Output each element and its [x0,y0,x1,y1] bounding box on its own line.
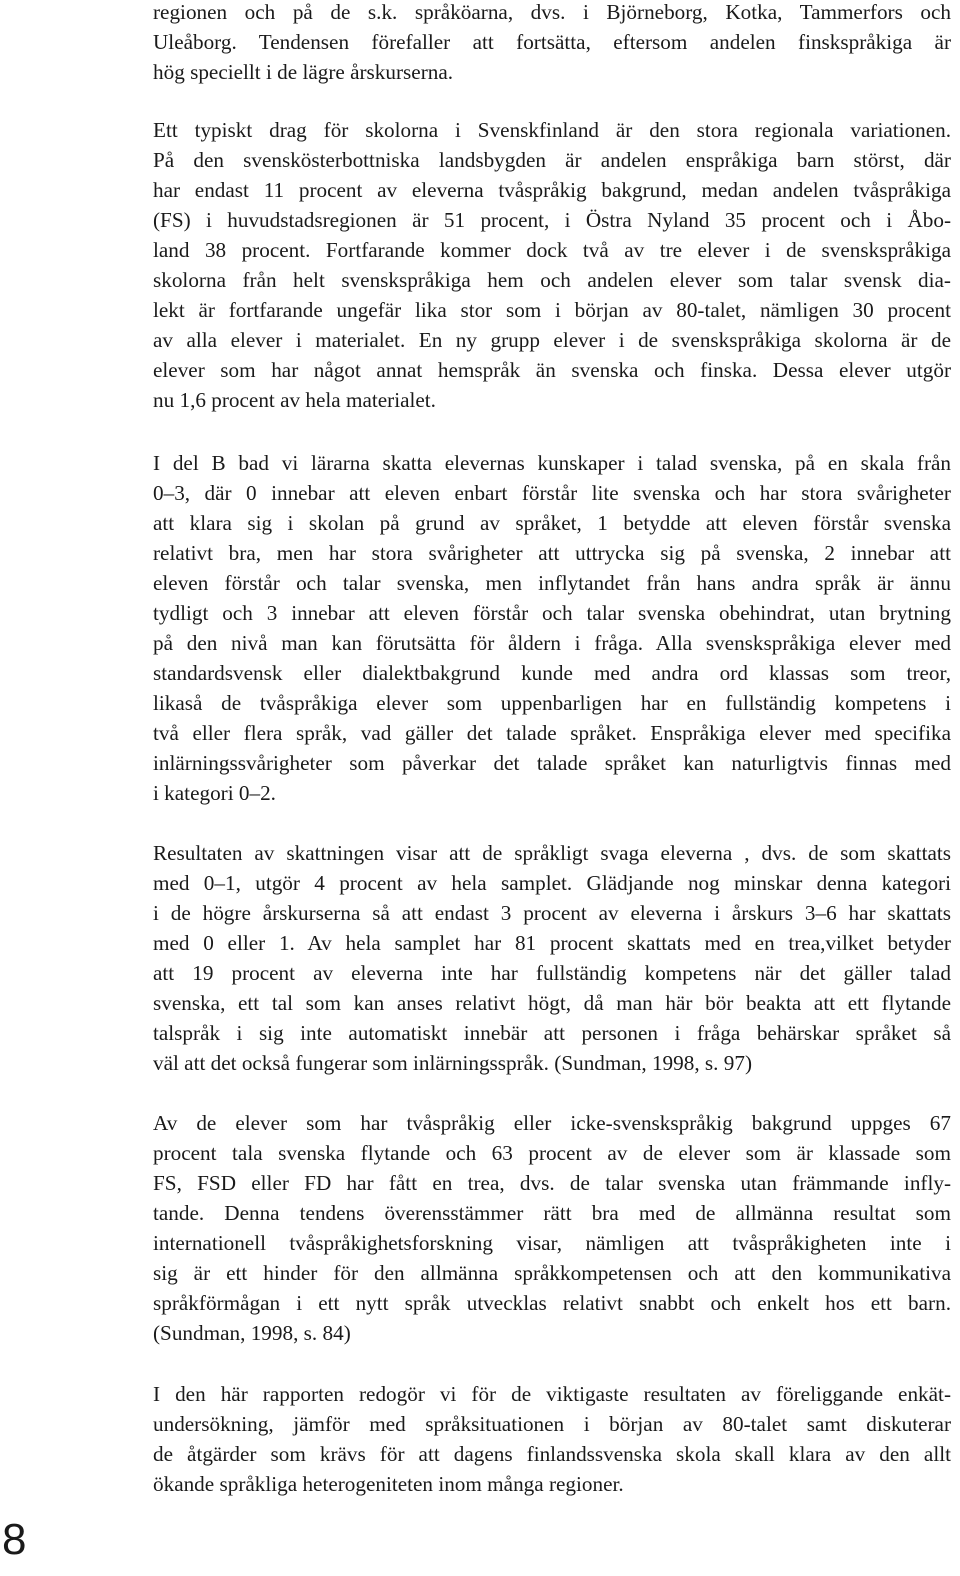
paragraph-line: I del B bad vi lärarna skatta elevernas kunskaper i talad svenska, på en skala från [153,451,951,475]
paragraph-line: inlärningssvårigheter som påverkar det talade språket kan naturligtvis finnas med [153,751,951,775]
paragraph-line: talspråk i sig inte automatiskt innebär att personen i fråga behärskar språket så [153,1021,951,1045]
paragraph-line: standardsvensk eller dialektbakgrund kunde med andra ord klassas som treor, [153,661,951,685]
paragraph-line: internationell tvåspråkighetsforskning visar, nämligen att tvåspråkigheten inte i [153,1231,951,1255]
paragraph-line: (FS) i huvudstadsregionen är 51 procent, i Östra Nyland 35 procent och i Åbo- [153,208,951,232]
paragraph-line: elever som har något annat hemspråk än svenska och finska. Dessa elever utgör [153,358,951,382]
paragraph-line: Ett typiskt drag för skolorna i Svenskfinland är den stora regionala variationen. [153,118,951,142]
paragraph-line: på den nivå man kan förutsätta för åldern i fråga. Alla svenskspråkiga elever med [153,631,951,655]
paragraph-line: de åtgärder som krävs för att dagens finlandssvenska skola skall klara av den allt [153,1442,951,1466]
paragraph-line: På den svenskösterbottniska landsbygden är andelen enspråkiga barn störst, där [153,148,951,172]
paragraph-line: i kategori 0–2. [153,781,276,805]
paragraph-line: har endast 11 procent av eleverna tvåspråkig bakgrund, medan andelen tvåspråkiga [153,178,951,202]
paragraph-line: relativt bra, men har stora svårigheter att uttrycka sig på svenska, 2 innebar att [153,541,951,565]
paragraph-2 [153,115,951,415]
page-number: 8 [2,1515,27,1564]
paragraph-3 [153,448,951,808]
paragraph-line: lekt är fortfarande ungefär lika stor som i början av 80-talet, nämligen 30 procent [153,298,951,322]
paragraph-line: undersökning, jämför med språksituationen i början av 80-talet samt diskuterar [153,1412,951,1436]
paragraph-line: FS, FSD eller FD har fått en trea, dvs. de talar svenska utan främmande infly- [153,1171,951,1195]
paragraph-line: Av de elever som har tvåspråkig eller icke-svenskspråkig bakgrund uppges 67 [153,1111,951,1135]
paragraph-line: språkförmågan i ett nytt språk utvecklas relativt snabbt och enkelt hos ett barn. [153,1291,951,1315]
paragraph-line: tydligt och 3 innebar att eleven förstår och talar svenska obehindrat, utan brytning [153,601,951,625]
paragraph-line: i de högre årskurserna så att endast 3 procent av eleverna i årskurs 3–6 har skattats [153,901,951,925]
paragraph-line: ökande språkliga heterogeniteten inom många regioner. [153,1472,624,1496]
paragraph-line: skolorna från helt svenskspråkiga hem och andelen elever som talar svensk dia- [153,268,951,292]
paragraph-line: procent tala svenska flytande och 63 procent av de elever som är klassade som [153,1141,951,1165]
paragraph-line: med 0 eller 1. Av hela samplet har 81 procent skattats med en trea,vilket betyder [153,931,951,955]
paragraph-line: nu 1,6 procent av hela materialet. [153,388,436,412]
paragraph-4 [153,838,951,1078]
paragraph-line: två eller flera språk, vad gäller det talade språket. Enspråkiga elever med specifika [153,721,951,745]
paragraph-5 [153,1108,951,1348]
paragraph-line: likaså de tvåspråkiga elever som uppenbarligen har en fullständig kompetens i [153,691,951,715]
paragraph-line: eleven förstår och talar svenska, men inflytandet från hans andra språk är ännu [153,571,951,595]
paragraph-line: (Sundman, 1998, s. 84) [153,1321,351,1345]
paragraph-line: tande. Denna tendens överensstämmer rätt bra med de allmänna resultat som [153,1201,951,1225]
paragraph-line: Resultaten av skattningen visar att de språkligt svaga eleverna , dvs. de som skattats [153,841,951,865]
paragraph-line: I den här rapporten redogör vi för de viktigaste resultaten av föreliggande enkät- [153,1382,951,1406]
paragraph-line: att klara sig i skolan på grund av språket, 1 betydde att eleven förstår svenska [153,511,951,535]
paragraph-6 [153,1379,951,1499]
paragraph-line: sig är ett hinder för den allmänna språkkompetensen och att den kommunikativa [153,1261,951,1285]
paragraph-line: regionen och på de s.k. språköarna, dvs. i Björneborg, Kotka, Tammerfors och [153,0,951,24]
paragraph-line: av alla elever i materialet. En ny grupp elever i de svenskspråkiga skolorna är de [153,328,951,352]
paragraph-line: med 0–1, utgör 4 procent av hela samplet. Glädjande nog minskar denna kategori [153,871,951,895]
paragraph-line: svenska, ett tal som kan anses relativt högt, då man här bör beakta att ett flytande [153,991,951,1015]
paragraph-line: Uleåborg. Tendensen förefaller att fortsätta, eftersom andelen finskspråkiga är [153,30,951,54]
paragraph-line: 0–3, där 0 innebar att eleven enbart förstår lite svenska och har stora svårigheter [153,481,951,505]
paragraph-line: att 19 procent av eleverna inte har fullständig kompetens när det gäller talad [153,961,951,985]
paragraph-1 [153,0,951,87]
paragraph-line: hög speciellt i de lägre årskurserna. [153,60,454,84]
paragraph-line: väl att det också fungerar som inlärningsspråk. (Sundman, 1998, s. 97) [153,1051,753,1075]
paragraph-line: land 38 procent. Fortfarande kommer dock två av tre elever i de svenskspråkiga [153,238,951,262]
